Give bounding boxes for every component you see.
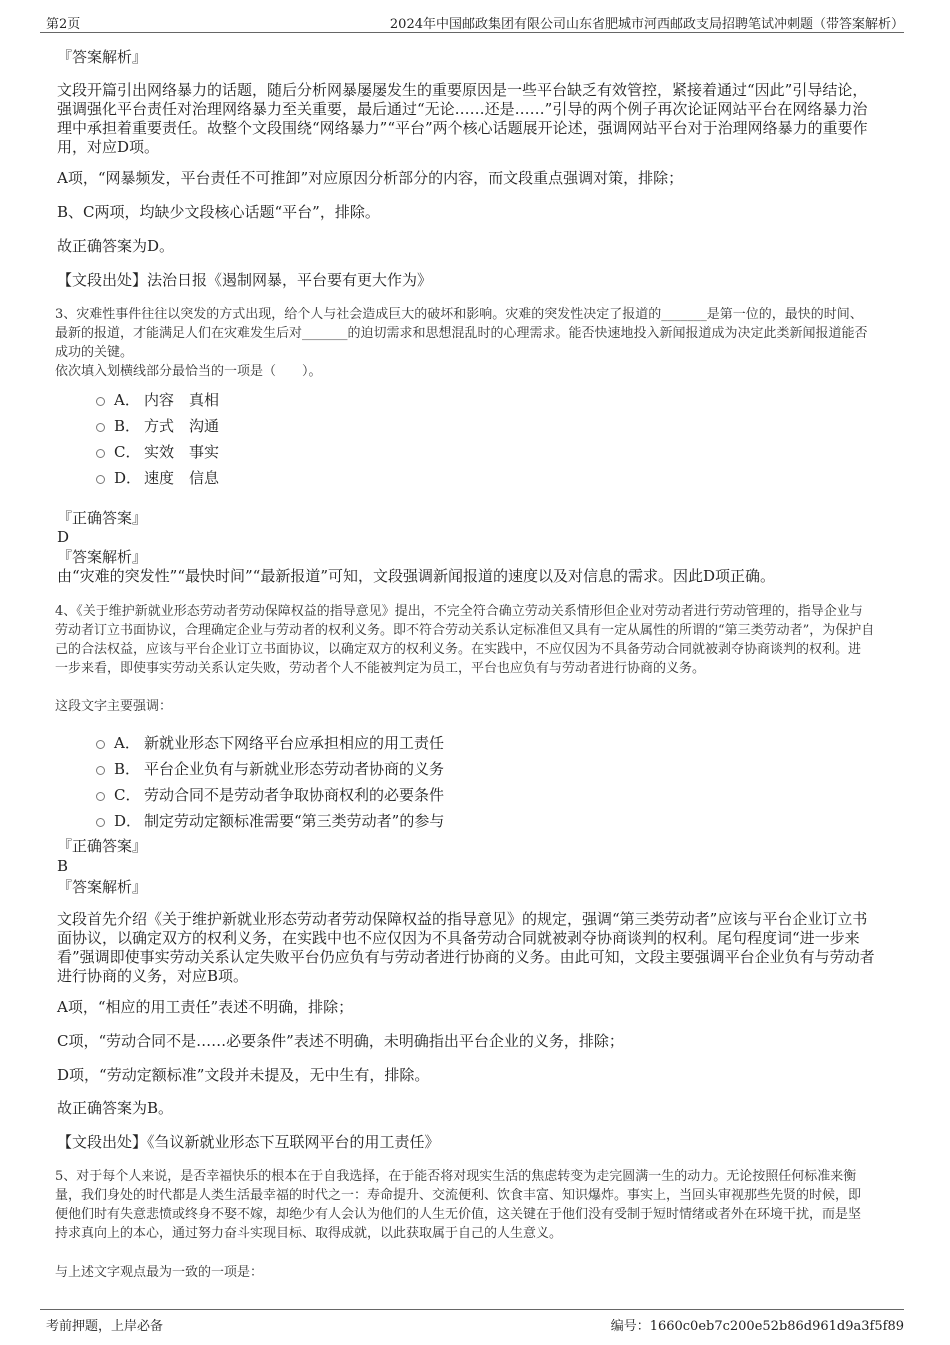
q3-option-b[interactable] [96,415,219,436]
q5-prompt: 与上述文字观点最为一致的一项是： [55,1265,264,1280]
q4-option-d[interactable] [96,810,444,831]
q5-stem-line: 便他们时有失意悲愤或终身不娶不嫁，却绝少有人会认为他们的人生无价值，这关键在于他们没有受制于短时情绪或者外在环境干扰，而是坚 [55,1207,862,1222]
q4-analysis-text [57,910,897,986]
q4-note-d: D项，“劳动定额标准”文段并未提及，无中生有，排除。 [57,1066,430,1084]
q4-stem-line: 劳动者订立书面协议，合理确定企业与劳动者的权利义务。即不符合劳动关系认定标准但又具有一定从属性的所谓的“第三类劳动者”，为保护自 [55,623,875,638]
radio-icon[interactable] [96,792,105,801]
q4-analysis-line: 文段首先介绍《关于维护新就业形态劳动者劳动保障权益的指导意见》的规定，强调“第三类劳动者”应该与平台企业订立书 [57,910,868,928]
q3-option-a[interactable] [96,389,219,410]
option-key: B． [114,417,141,435]
page-header [40,10,904,33]
q5-stem-line: 量，我们身处的时代都是人类生活最幸福的时代之一：寿命提升、交流便利、饮食丰富、知识爆炸。事实上，当回头审视那些先贤的时候，即 [55,1188,862,1203]
radio-icon[interactable] [96,818,105,827]
q3-option-d[interactable] [96,467,219,488]
option-key: C． [114,443,141,461]
q4-note-a: A项，“相应的用工责任”表述不明确，排除； [57,998,354,1016]
option-text: 制定劳动定额标准需要“第三类劳动者”的参与 [144,812,445,830]
q3-stem-line: 最新的报道，才能满足人们在灾难发生后对_______的迫切需求和思想混乱时的心理需求。能否快速地投入新闻报道成为决定此类新闻报道能否 [55,326,868,341]
document-id: 编号：1660c0eb7c200e52b86d961d9a3f5f89 [610,1319,904,1334]
q2-analysis-line: 强调强化平台责任对治理网络暴力至关重要，最后通过“无论……还是……”引导的两个例子再次论证网站平台在网络暴力治 [57,100,868,118]
option-text: 实效 事实 [144,443,220,461]
option-text: 平台企业负有与新就业形态劳动者协商的义务 [144,760,445,778]
q3-analysis: 由“灾难的突发性”“最快时间”“最新报道”可知，文段强调新闻报道的速度以及对信息的需求。因此D项正确。 [57,567,776,585]
q4-stem-line: 一步来看，即使事实劳动关系认定失败，劳动者个人不能被判定为员工，平台也应负有与劳动者进行协商的义务。 [55,661,706,676]
option-text: 方式 沟通 [144,417,220,435]
radio-icon[interactable] [96,475,105,484]
q2-analysis-text [57,81,897,157]
option-key: A． [114,391,140,409]
option-text: 劳动合同不是劳动者争取协商权利的必要条件 [144,786,445,804]
option-text: 新就业形态下网络平台应承担相应的用工责任 [144,734,445,752]
q4-note-c: C项，“劳动合同不是……必要条件”表述不明确，未明确指出平台企业的义务，排除； [57,1032,624,1050]
q4-stem [55,602,895,678]
q4-analysis-line: 看”强调即使事实劳动关系认定失败平台仍应负有与劳动者进行协商的义务。由此可知，文段主要强调平台企业负有与劳动者 [57,948,875,966]
option-key: D． [114,469,142,487]
q5-stem-line: 持求真向上的本心，通过努力奋斗实现目标、取得成就，以此获取属于自己的人生意义。 [55,1226,563,1241]
radio-icon[interactable] [96,423,105,432]
q4-analysis-label: 『答案解析』 [57,878,148,896]
q5-stem-line: 5、对于每个人来说，是否幸福快乐的根本在于自我选择，在于能否将对现实生活的焦虑转变为走完圆满一生的动力。无论按照任何标准来衡 [55,1169,857,1184]
footer-slogan: 考前押题，上岸必备 [46,1319,164,1334]
q2-note-a: A项，“网暴频发，平台责任不可推卸”对应原因分析部分的内容，而文段重点强调对策，排除； [57,169,684,187]
q4-answer: B [57,857,69,875]
q4-option-a[interactable] [96,732,444,753]
option-key: C． [114,786,141,804]
q4-analysis-line: 面协议，以确定双方的权利义务，在实践中也不应仅因为不具备劳动合同就被剥夺协商谈判的权利。尾句程度词“进一步来 [57,929,860,947]
q2-analysis-label: 『答案解析』 [57,48,148,66]
document-title: 2024年中国邮政集团有限公司山东省肥城市河西邮政支局招聘笔试冲刺题（带答案解析） [389,17,904,32]
radio-icon[interactable] [96,740,105,749]
q3-analysis-label: 『答案解析』 [57,548,148,566]
q4-prompt: 这段文字主要强调： [55,699,173,714]
option-key: B． [114,760,141,778]
q3-option-c[interactable] [96,441,219,462]
q3-stem-line: 成功的关键。 [55,345,134,360]
q4-option-b[interactable] [96,758,444,779]
q4-option-c[interactable] [96,784,444,805]
radio-icon[interactable] [96,449,105,458]
q3-stem-line: 依次填入划横线部分最恰当的一项是（ ）。 [55,364,322,379]
option-key: A． [114,734,140,752]
q4-answer-label: 『正确答案』 [57,837,148,855]
q4-stem-line: 己的合法权益，应该与平台企业订立书面协议，以确定双方的权利义务。在实践中，不应仅因为不具备劳动合同就被剥夺协商谈判的权利。进 [55,642,862,657]
option-text: 速度 信息 [144,469,220,487]
q3-answer-label: 『正确答案』 [57,509,148,527]
q4-analysis-line: 进行协商的义务，对应B项。 [57,967,249,985]
q2-source: 【文段出处】法治日报《遏制网暴，平台要有更大作为》 [57,271,433,289]
radio-icon[interactable] [96,766,105,775]
page-footer [40,1309,904,1336]
q4-conclusion: 故正确答案为B。 [57,1099,174,1117]
option-text: 内容 真相 [144,391,220,409]
q5-stem [55,1167,895,1243]
q2-analysis-line: 理中承担着重要责任。故整个文段围绕“网络暴力”“平台”两个核心话题展开论述，强调网站平台对于治理网络暴力的重要作 [57,119,868,137]
option-key: D． [114,812,142,830]
radio-icon[interactable] [96,397,105,406]
q2-analysis-line: 文段开篇引出网络暴力的话题，随后分析网暴屡屡发生的重要原因是一些平台缺乏有效管控，紧接着通过“因此”引导结论， [57,81,868,99]
q3-stem [55,305,895,381]
page-number: 第2页 [46,17,81,32]
q2-note-bc: B、C两项，均缺少文段核心话题“平台”，排除。 [57,203,380,221]
q4-stem-line: 4、《关于维护新就业形态劳动者劳动保障权益的指导意见》提出，不完全符合确立劳动关系情形但企业对劳动者进行劳动管理的，指导企业与 [55,604,863,619]
q3-answer: D [57,528,70,546]
q2-conclusion: 故正确答案为D。 [57,237,175,255]
q3-stem-line: 3、灾难性事件往往以突发的方式出现，给个人与社会造成巨大的破坏和影响。灾难的突发性决定了报道的_______是第一位的，最快的时间、 [55,307,863,322]
q4-source: 【文段出处】《刍议新就业形态下互联网平台的用工责任》 [57,1133,440,1151]
q2-analysis-line: 用，对应D项。 [57,138,160,156]
